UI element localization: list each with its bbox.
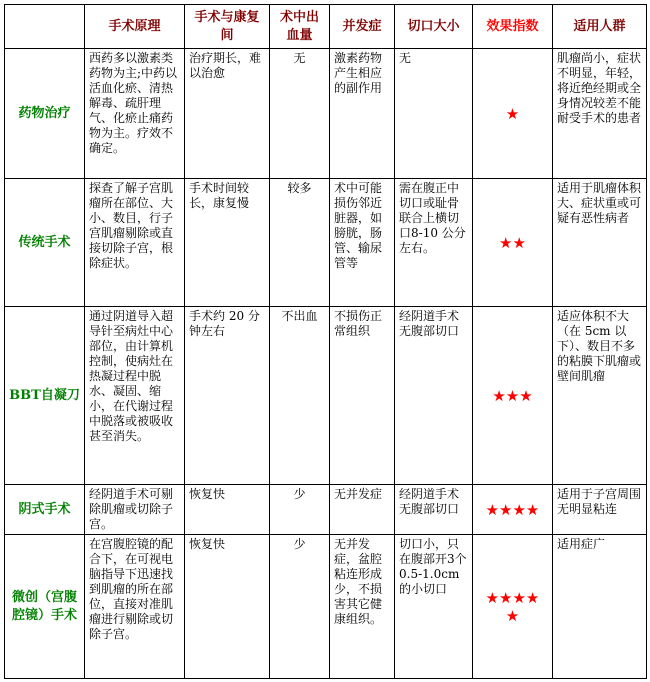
header-suitable: 适用人群 — [553, 5, 647, 49]
effect-stars — [473, 307, 553, 485]
header-principle: 手术原理 — [85, 5, 185, 49]
star-icon: ★★ — [499, 233, 526, 252]
principle-cell: 西药多以激素类药物为主;中药以活血化瘀、清热解毒、疏肝理气、化瘀止痛药物为主。疗效不确定。 — [85, 49, 185, 179]
recovery-cell: 恢复快 — [185, 485, 270, 535]
table-row — [5, 535, 647, 679]
header-effect: 效果指数 — [473, 5, 553, 49]
complication-cell: 不损伤正常组织 — [330, 307, 395, 485]
star-icon: ★★★★ — [485, 588, 540, 607]
principle-cell: 经阴道手术可剔除肌瘤或切除子宫。 — [85, 485, 185, 535]
effect-stars — [473, 179, 553, 307]
star-icon: ★★★★ — [485, 500, 540, 519]
table-row — [5, 49, 647, 179]
complication-cell: 术中可能损伤邻近脏器，如膀胱，肠管、输尿管等 — [330, 179, 395, 307]
method-name: 微创（宫腹腔镜）手术 — [5, 535, 85, 679]
recovery-cell: 治疗期长，难以治愈 — [185, 49, 270, 179]
header-recovery: 手术与康复间 — [185, 5, 270, 49]
bleeding-cell: 少 — [270, 485, 330, 535]
recovery-cell: 手术时间较长，康复慢 — [185, 179, 270, 307]
header-row — [5, 5, 647, 49]
suitable-cell: 适用于肌瘤体积大、症状重或可疑有恶性病者 — [553, 179, 647, 307]
incision-cell: 需在腹正中切口或耻骨联合上横切口8-10 公分左右。 — [395, 179, 473, 307]
incision-cell: 经阴道手术无腹部切口 — [395, 307, 473, 485]
suitable-cell: 肌瘤尚小，症状不明显，年轻，将近绝经期或全身情况较差不能耐受手术的患者 — [553, 49, 647, 179]
effect-stars — [473, 485, 553, 535]
recovery-cell: 恢复快 — [185, 535, 270, 679]
header-bleeding: 术中出血量 — [270, 5, 330, 49]
bleeding-cell: 无 — [270, 49, 330, 179]
method-name: BBT自凝刀 — [5, 307, 85, 485]
bleeding-cell: 不出血 — [270, 307, 330, 485]
treatment-comparison-table — [4, 4, 647, 679]
complication-cell: 无并发症 — [330, 485, 395, 535]
principle-cell: 通过阴道导入超导针至病灶中心部位，由计算机控制，使病灶在热凝过程中脱水、凝固、缩小，在代谢过程中脱落或被吸收甚至消失。 — [85, 307, 185, 485]
effect-stars — [473, 49, 553, 179]
table-row — [5, 179, 647, 307]
principle-cell: 在宫腹腔镜的配合下，在可视电脑指导下迅速找到肌瘤的所在部位，直接对准肌瘤进行剔除或切除子宫。 — [85, 535, 185, 679]
bleeding-cell: 较多 — [270, 179, 330, 307]
suitable-cell: 适用症广 — [553, 535, 647, 679]
principle-cell: 探查了解子宫肌瘤所在部位、大小、数目，行子宫肌瘤剔除或直接切除子宫，根除症状。 — [85, 179, 185, 307]
complication-cell: 激素药物产生相应的副作用 — [330, 49, 395, 179]
method-name: 药物治疗 — [5, 49, 85, 179]
bleeding-cell: 少 — [270, 535, 330, 679]
star-icon: ★ — [505, 606, 520, 625]
header-complication: 并发症 — [330, 5, 395, 49]
incision-cell: 经阴道手术无腹部切口 — [395, 485, 473, 535]
effect-stars — [473, 535, 553, 679]
incision-cell: 切口小，只在腹部开3个 0.5-1.0cm 的小切口 — [395, 535, 473, 679]
table-row — [5, 485, 647, 535]
suitable-cell: 适用于子宫周围无明显粘连 — [553, 485, 647, 535]
star-icon: ★ — [505, 104, 520, 123]
star-icon: ★★★ — [492, 386, 533, 405]
header-incision: 切口大小 — [395, 5, 473, 49]
method-name: 传统手术 — [5, 179, 85, 307]
method-name: 阴式手术 — [5, 485, 85, 535]
incision-cell: 无 — [395, 49, 473, 179]
recovery-cell: 手术约 20 分钟左右 — [185, 307, 270, 485]
header-blank — [5, 5, 85, 49]
table-body — [5, 5, 647, 679]
suitable-cell: 适应体积不大（在 5cm 以下）、数目不多的粘膜下肌瘤或壁间肌瘤 — [553, 307, 647, 485]
complication-cell: 无并发症，盆腔粘连形成少，不损害其它健康组织。 — [330, 535, 395, 679]
table-row — [5, 307, 647, 485]
